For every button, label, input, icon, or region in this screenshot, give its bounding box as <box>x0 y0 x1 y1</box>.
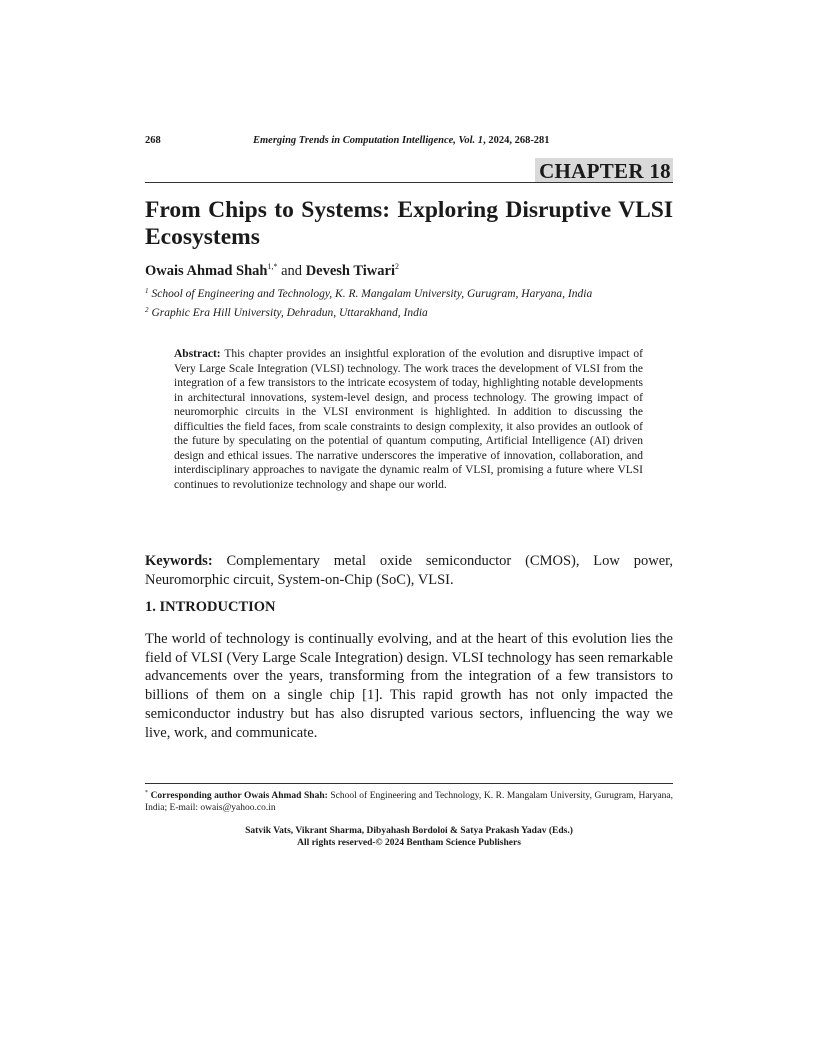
footnote <box>145 787 673 814</box>
affiliation-number: 2 <box>145 306 149 314</box>
keywords-label: Keywords: <box>145 553 213 569</box>
affiliation <box>145 306 428 319</box>
chapter-label: CHAPTER 18 <box>535 158 673 183</box>
abstract <box>174 347 643 492</box>
section-heading: 1. INTRODUCTION <box>145 599 276 615</box>
footnote-divider <box>145 783 673 784</box>
affiliation-text: School of Engineering and Technology, K. R. Mangalam University, Gurugram, Haryana, India <box>151 288 593 300</box>
chapter-title: From Chips to Systems: Exploring Disruptive VLSI Ecosystems <box>145 197 673 250</box>
journal-title: Emerging Trends in Computation Intelligence, Vol. 1 <box>253 135 484 146</box>
abstract-label: Abstract: <box>174 348 221 360</box>
author-name: Devesh Tiwari <box>305 263 395 279</box>
affiliation-text: Graphic Era Hill University, Dehradun, Uttarakhand, India <box>151 307 428 319</box>
affiliation <box>145 287 592 300</box>
introduction-paragraph: The world of technology is continually evolving, and at the heart of this evolution lies the field of VLSI (Very Large Scale Integration) design. VLSI technology has seen remarkable advancements over the years, transforming from the integration of a few transistors to billions of them on a single chip [1]. This rapid growth has not only impacted the semiconductor industry but has also disrupted various sectors, influencing the way we live, work, and communicate. <box>145 631 673 741</box>
footnote-label: Corresponding author Owais Ahmad Shah: <box>150 791 328 801</box>
footnote-marker: * <box>145 790 148 796</box>
publisher-info <box>145 825 673 849</box>
editors-line: Satvik Vats, Vikrant Sharma, Dibyahash Bordoloi & Satya Prakash Yadav (Eds.) <box>245 826 573 836</box>
author-line <box>145 262 399 280</box>
author-conjunction: and <box>277 263 306 279</box>
keywords <box>145 552 673 590</box>
author-name: Owais Ahmad Shah <box>145 263 268 279</box>
copyright-line: All rights reserved-© 2024 Bentham Science Publishers <box>297 838 521 848</box>
author-affiliation-marker: 2 <box>394 262 399 271</box>
page-number: 268 <box>145 135 161 146</box>
keywords-text: Complementary metal oxide semiconductor (CMOS), Low power, Neuromorphic circuit, System-on-Chip (SoC), VLSI. <box>145 553 674 588</box>
footnote-text: School of Engineering and Technology, K. R. Mangalam University, Gurugram, Haryana, India; E-mail: owais@yahoo.co.in <box>145 791 674 813</box>
journal-volume-info: , 2024, 268-281 <box>483 135 550 146</box>
header-divider <box>145 182 673 183</box>
journal-citation <box>253 135 550 146</box>
affiliation-number: 1 <box>145 287 149 295</box>
author-affiliation-marker: 1,* <box>267 262 278 271</box>
abstract-text: This chapter provides an insightful exploration of the evolution and disruptive impact of Very Large Scale Integration (VLSI) technology. The work traces the development of VLSI from the integration of a few transistors to the intricate ecosystem of today, highlighting notable developments in architectural innovations, system-level design, and process technology. The growing impact of neuromorphic circuits in the VLSI environment is highlighted. In addition to discussing the difficulties the field faces, from scale constraints to design complexity, it also provides an outlook of the future by speculating on the potential of quantum computing, Artificial Intelligence (AI) driven design and ethical issues. The narrative underscores the imperative of innovation, collaboration, and interdisciplinary approaches to navigate the dynamic realm of VLSI, promising a future where VLSI continues to revolutionize technology and shape our world. <box>174 348 643 491</box>
